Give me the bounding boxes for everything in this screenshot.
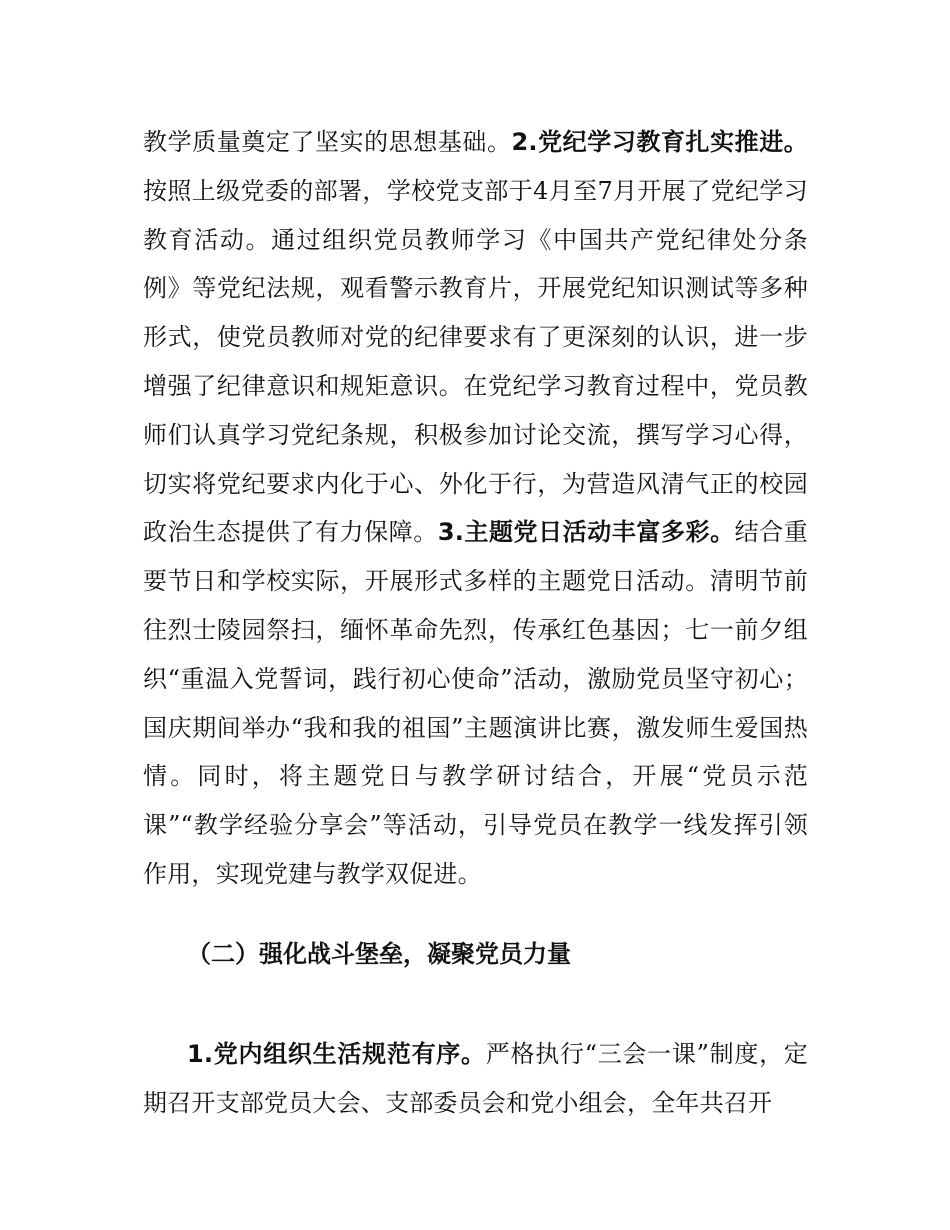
numbered-item-heading: 3.主题党日活动丰富多彩。 [437,518,735,547]
section-heading: （二）强化战斗堡垒，凝聚党员力量 [187,940,571,968]
body-paragraph [143,1030,808,1128]
paragraph-text: 严格执行“三会一课”制度，定期召开支部党员大会、支部委员会和党小组会，全年共召开 [143,1040,809,1117]
numbered-item-heading: 1.党内组织生活规范有序。 [187,1040,486,1068]
numbered-item-heading: 2.党纪学习教育扎实推进。 [511,128,808,156]
paragraph-text: 结合重要节日和学校实际，开展形式多样的主题党日活动。清明节前往烈士陵园祭扫，缅怀革命先烈，传承红色基因；七一前夕组织“重温入党誓词，践行初心使命”活动，激励党员坚守初心；国庆期间举办“我和我的祖国”主题演讲比赛，激发师生爱国热情。同时，将主题党日与教学研讨结合，开展“党员示范课”“教学经验分享会”等活动，引导党员在教学一线发挥引领作用，实现党建与教学双促进。 [143,518,808,888]
paragraph-text: 教学质量奠定了坚实的思想基础。 [143,128,512,156]
body-paragraph [143,118,808,899]
paragraph-text: 按照上级党委的部署，学校党支部于4月至7月开展了党纪学习教育活动。通过组织党员教师学习《中国共产党纪律处分条例》等党纪法规，观看警示教育片，开展党纪知识测试等多种形式，使党员教师对党的纪律要求有了更深刻的认识，进一步增强了纪律意识和规矩意识。在党纪学习教育过程中，党员教师们认真学习党纪条规，积极参加讨论交流，撰写学习心得，切实将党纪要求内化于心、外化于行，为营造风清气正的校园政治生态提供了有力保障。 [143,176,808,547]
